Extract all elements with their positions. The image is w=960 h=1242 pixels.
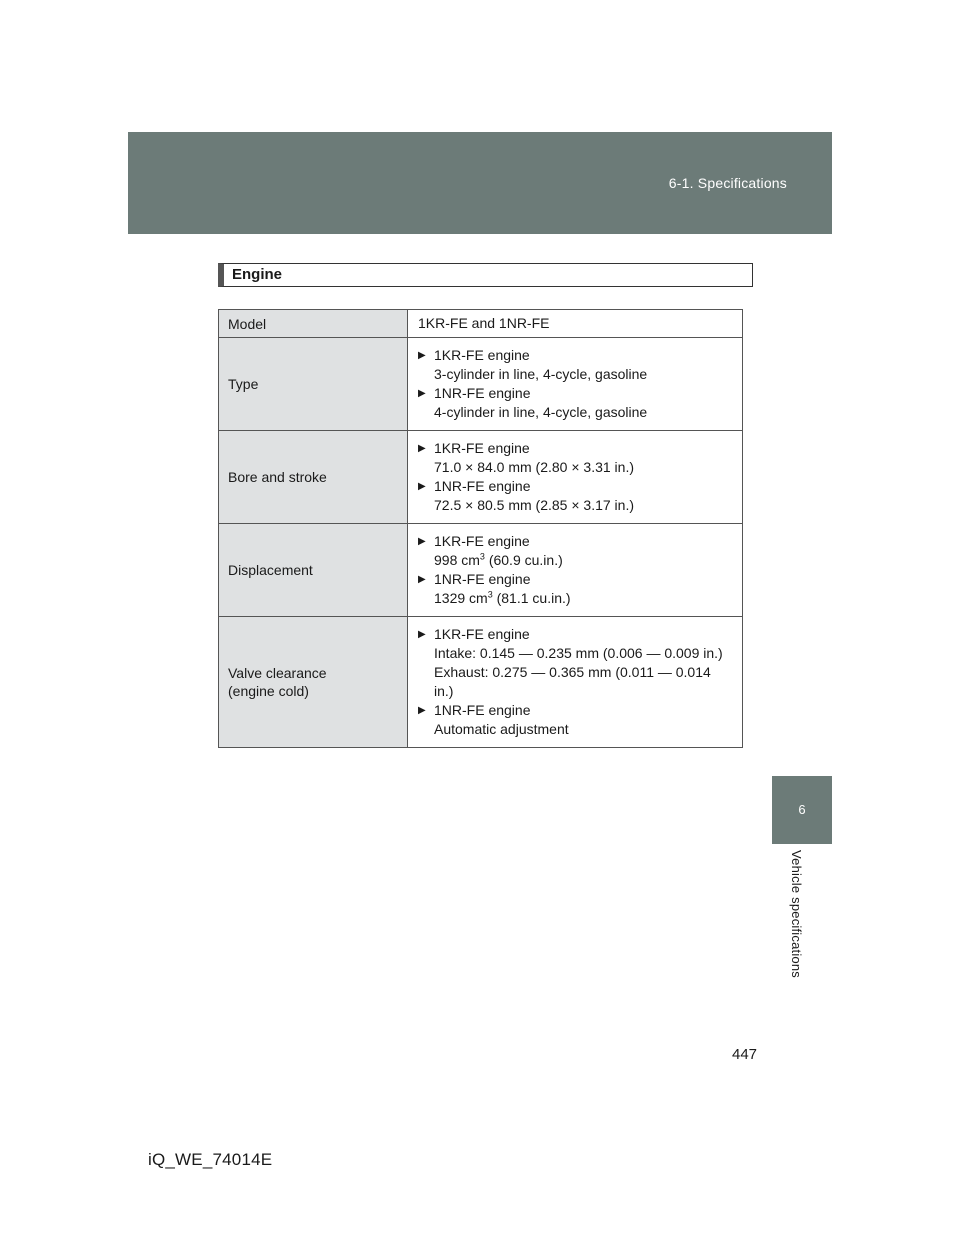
header-band: [128, 132, 832, 234]
row-label: [219, 617, 408, 748]
spec-line: 72.5 × 80.5 mm (2.85 × 3.17 in.): [434, 497, 635, 513]
row-value: 1KR-FE and 1NR-FE: [408, 310, 743, 338]
arrow-right-icon: ▶: [418, 536, 426, 547]
table-row: [219, 617, 743, 748]
chapter-tab-label: Vehicle specifications: [789, 850, 804, 978]
row-value: [408, 431, 743, 524]
engine-name: 1KR-FE engine: [434, 626, 530, 642]
table-row: [219, 338, 743, 431]
spec-line: Automatic adjustment: [434, 721, 569, 737]
arrow-right-icon: ▶: [418, 705, 426, 716]
value-text: 1329 cm: [434, 590, 488, 606]
table-row: [219, 431, 743, 524]
row-label: Displacement: [219, 524, 408, 617]
value-text: (81.1 cu.in.): [492, 590, 571, 606]
row-value: [408, 338, 743, 431]
spec-line: in.): [434, 683, 454, 699]
table-row: [219, 310, 743, 338]
arrow-right-icon: ▶: [418, 574, 426, 585]
engine-name: 1NR-FE engine: [434, 478, 531, 494]
engine-name: 1NR-FE engine: [434, 702, 531, 718]
arrow-right-icon: ▶: [418, 388, 426, 399]
superscript: 3: [487, 589, 493, 600]
engine-spec-table: [218, 309, 743, 748]
arrow-right-icon: ▶: [418, 629, 426, 640]
row-value: [408, 617, 743, 748]
row-label: Type: [219, 338, 408, 431]
spec-line: [418, 551, 734, 570]
value-text: (60.9 cu.in.): [484, 552, 563, 568]
label-line: (engine cold): [228, 683, 309, 699]
arrow-right-icon: ▶: [418, 350, 426, 361]
value-text: 998 cm: [434, 552, 480, 568]
engine-name: 1KR-FE engine: [434, 440, 530, 456]
document-code: iQ_WE_74014E: [148, 1150, 273, 1169]
chapter-tab-number: 6: [772, 776, 832, 844]
row-label: Model: [219, 310, 408, 338]
superscript: 3: [479, 551, 485, 562]
spec-line: Intake: 0.145 — 0.235 mm (0.006 — 0.009 in.): [434, 645, 723, 661]
row-value: [408, 524, 743, 617]
row-label: Bore and stroke: [219, 431, 408, 524]
spec-line: [418, 589, 734, 608]
spec-line: 71.0 × 84.0 mm (2.80 × 3.31 in.): [434, 459, 635, 475]
arrow-right-icon: ▶: [418, 443, 426, 454]
spec-line: 4-cylinder in line, 4-cycle, gasoline: [434, 404, 648, 420]
engine-name: 1KR-FE engine: [434, 533, 530, 549]
engine-name: 1NR-FE engine: [434, 571, 531, 587]
engine-name: 1KR-FE engine: [434, 347, 530, 363]
spec-line: Exhaust: 0.275 — 0.365 mm (0.011 — 0.014: [434, 664, 711, 680]
spec-line: 3-cylinder in line, 4-cycle, gasoline: [434, 366, 648, 382]
table-row: [219, 524, 743, 617]
arrow-right-icon: ▶: [418, 481, 426, 492]
engine-name: 1NR-FE engine: [434, 385, 531, 401]
label-line: Valve clearance: [228, 665, 327, 681]
section-header-title: 6-1. Specifications: [668, 175, 787, 191]
page-number: 447: [732, 1046, 758, 1063]
section-title: Engine: [218, 263, 753, 287]
